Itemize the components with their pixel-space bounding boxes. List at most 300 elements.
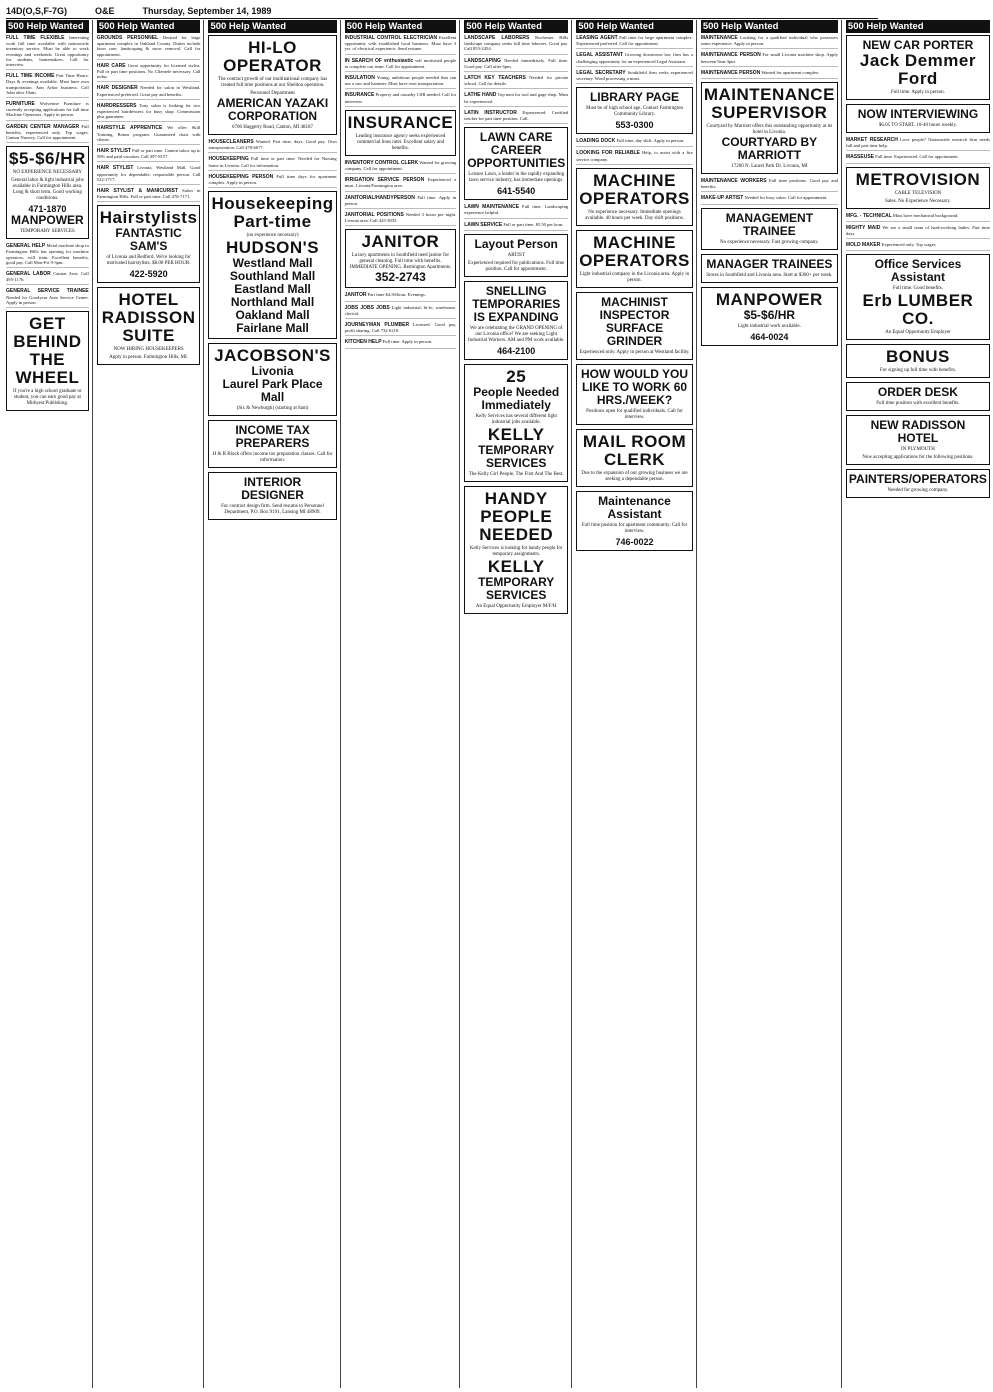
ad	[576, 35, 693, 49]
column-7	[701, 20, 842, 1388]
ad-text: Rochester Hills landscape company seeks full time laborers. Good pay. Call 853-2454.	[464, 35, 569, 52]
ad-title: MFG. - TECHNICAL	[845, 212, 892, 219]
ad	[846, 213, 990, 222]
ad-title: JANITOR	[344, 292, 367, 299]
display-ad-snelling	[464, 281, 568, 360]
display-ad-body: Positions open for qualified individuals. Call for interview.	[586, 408, 683, 420]
display-ad-manpower	[6, 146, 89, 239]
display-ad-hi-lo-operator	[208, 35, 336, 135]
ad-title: INSULATION	[344, 75, 375, 82]
ad-title: MAINTENANCE WORKERS	[700, 178, 767, 185]
ad-title: GENERAL HELP	[6, 243, 46, 250]
display-ad-body: Kelly Services has several different light industrial jobs available.	[475, 413, 557, 425]
display-ad-headline: JANITOR	[361, 232, 440, 252]
display-ad-maintenance-assistant	[576, 491, 693, 551]
ad	[345, 75, 457, 89]
ad	[345, 35, 457, 55]
display-ad-body: General labor & light industrial jobs available in Farmington Hills area. Long & short term. Good working conditions.	[11, 178, 84, 202]
ad	[701, 195, 838, 204]
display-ad-headline: MANAGEMENT TRAINEE	[725, 210, 814, 238]
ad-title: INDUSTRIAL CONTROL ELECTRICIAN	[344, 35, 438, 41]
ad-text: Needed immediately. Full time. Good pay. Call after 6pm.	[464, 57, 569, 69]
ad	[97, 125, 201, 145]
display-ad-now-interviewing	[846, 104, 990, 133]
display-ad-body: The contract growth of our multinational company has created full time positions at our Sheldon operation.	[217, 77, 328, 88]
display-ad-phone: 352-2743	[375, 270, 426, 285]
display-ad-sub: NOW HIRING HOUSEKEEPERS	[113, 347, 184, 353]
ad	[464, 222, 568, 231]
column-4	[345, 20, 461, 1388]
ad-title: LANDSCAPE LABORERS	[464, 35, 530, 41]
ad-text: Excellent opportunity with established local business. Must have 3 yrs. of electrical experience. Send resume.	[344, 35, 457, 52]
ad-text: Looking for a qualified individual who possesses some experience. Apply in person.	[700, 35, 838, 47]
ad-text: Licensed. Good pay, profit sharing. Call 732-6210.	[344, 322, 457, 334]
ad-title: HAIRDRESSERS	[96, 102, 137, 109]
ad	[97, 63, 201, 83]
ad	[6, 35, 89, 70]
display-ad-income-tax	[208, 420, 336, 468]
display-ad-headline: HOW WOULD YOU LIKE TO WORK 60 HRS./WEEK?	[580, 366, 689, 407]
ad-text: Canton Area. Call 495-1176.	[6, 271, 89, 283]
display-ad-phone: 464-0024	[750, 331, 789, 342]
display-ad-housekeeping	[208, 191, 336, 339]
display-ad-body: Full time. Apply in person.	[890, 90, 945, 95]
ad	[208, 139, 336, 153]
classified-columns	[6, 20, 990, 1388]
ad	[576, 52, 693, 66]
ad	[6, 124, 89, 144]
ad-title: MAINTENANCE PERSON	[700, 52, 761, 59]
display-ad-headline: SNELLING TEMPORARIES IS EXPANDING	[472, 283, 561, 324]
ad	[464, 204, 568, 218]
display-ad-machine-operators	[576, 168, 693, 226]
ad-title: HAIR STYLIST & MANICURIST	[96, 188, 178, 195]
display-ad-phone: 422-5920	[129, 269, 168, 280]
display-ad-brand: MANPOWER	[715, 289, 823, 309]
ad-title: KITCHEN HELP	[344, 339, 382, 346]
ad-title: GENERAL SERVICE TRAINEE	[6, 288, 89, 295]
display-ad-body: Needed for growing company.	[887, 488, 949, 494]
display-ad-phone: 471-1870	[28, 204, 67, 215]
ad-text: Livonia, Westland Mall. Good opportunity for dependable, responsible person. Call 522-1717.	[96, 165, 201, 182]
ad-title: LANDSCAPING	[464, 57, 501, 64]
display-ad-headline: MAIL ROOM CLERK	[582, 431, 687, 469]
ad-text: Salon in Farmington Hills. Full or part time. Call 476-7171.	[96, 188, 201, 200]
ad	[6, 288, 89, 308]
display-ad-brand-sub: TEMPORARY SERVICES	[19, 229, 75, 235]
display-ad-headline: HANDY PEOPLE NEEDED	[479, 488, 554, 544]
ad-text: Full time, day shift. Apply in person.	[616, 138, 685, 144]
display-ad-library-page	[576, 87, 693, 134]
display-ad-headline: MACHINIST INSPECTOR SURFACE GRINDER	[599, 294, 670, 348]
ad	[6, 243, 89, 268]
column-2	[97, 20, 205, 1388]
ad	[345, 160, 457, 174]
ad	[345, 292, 457, 301]
ad	[345, 92, 457, 106]
ad-text: Needed 3 hours per night. Livonia area. Call 425-3035.	[344, 212, 457, 224]
display-ad-radisson	[97, 287, 201, 365]
ad-text: We are a small team of hard-working ladies. Part time days.	[845, 224, 990, 237]
ad	[701, 35, 838, 49]
display-ad-manager-trainees	[701, 254, 838, 283]
ad	[6, 101, 89, 121]
ad-title: LEASING AGENT	[576, 35, 618, 41]
display-ad-mail-room	[576, 429, 693, 487]
display-ad-brand: MANPOWER	[11, 213, 84, 228]
ad-text: Property and casualty CSR needed. Call for interview.	[344, 92, 457, 104]
display-ad-headline: LIBRARY PAGE	[589, 90, 680, 105]
ad	[846, 225, 990, 239]
ad-text: Experienced a must. Livonia/Farmington area.	[344, 177, 457, 189]
ad-title: JOURNEYMAN PLUMBER	[344, 322, 410, 329]
display-ad-body: (no experience necessary)	[246, 233, 299, 239]
ad-title: FURNITURE	[6, 101, 35, 108]
ad-title: JANITORIAL/HANDYPERSON	[344, 194, 415, 201]
ad-title: MAINTENANCE PERSON	[700, 69, 761, 76]
ad	[576, 150, 693, 164]
ad	[97, 188, 201, 202]
ad-text: self motivated people to complete our team. Call for appointment.	[344, 57, 457, 69]
ad-text: Full time for large apartment complex. Experienced preferred. Call for appointment.	[576, 35, 693, 47]
ad	[208, 174, 336, 188]
ad	[6, 271, 89, 285]
ad	[345, 58, 457, 72]
ad-text: Metal machine shop in Farmington Hills has opening for machine operators, will train. Excellent benefits, good pay. Call Mon-Fri 9-3pm.	[6, 243, 89, 265]
display-ad-headline: BONUS	[885, 347, 950, 367]
display-ad-management-trainee	[701, 208, 838, 250]
ad	[345, 322, 457, 336]
ad-text: Needed for private school. Call for details.	[464, 75, 569, 87]
display-ad-body: For signing up full time with benefits.	[879, 368, 956, 374]
display-ad-headline: ORDER DESK	[877, 385, 958, 400]
display-ad-brand-sub: TEMPORARY SERVICES	[478, 574, 555, 602]
ad	[464, 110, 568, 124]
ad-text: We offer Skill Training, Bonus program, Guaranteed chair with clients.	[96, 125, 201, 142]
display-ad-body: $6.05 TO START. 10-40 hours weekly.	[878, 123, 957, 128]
display-ad-brand: FANTASTIC SAM'S	[115, 226, 182, 254]
display-ad-painters	[846, 469, 990, 498]
display-ad-body: Light industrial work available.	[737, 323, 801, 329]
column-5	[464, 20, 572, 1388]
ad-title: LAWN MAINTENANCE	[464, 204, 520, 211]
ad-text: Wanted. Part time, days. Good pay. Own transportation. Call 478-6677.	[208, 139, 337, 151]
display-ad-body: (Six & Newburgh) (starting at 8am)	[236, 406, 309, 412]
ad-title: HOUSEKEEPING	[208, 156, 249, 163]
ad-text: Full time positions. Good pay and benefits.	[700, 178, 838, 190]
ad	[345, 212, 457, 226]
ad	[6, 73, 89, 98]
display-ad-brand: KELLY	[487, 424, 545, 444]
display-ad-phone: 746-0022	[615, 536, 654, 547]
ad-text: Full benefits, experienced only. Top wages. Canton Nursery. Call for appointment.	[6, 123, 89, 141]
display-ad-brand: AMERICAN YAZAKI CORPORATION	[216, 96, 329, 123]
column-header: 500 Help Wanted	[464, 20, 568, 33]
ad-text: Experienced only. Top wages.	[881, 242, 937, 248]
ad-text: Needed for Goodyear Auto Service Center. Apply in person.	[6, 294, 89, 305]
display-ad-headline: LAWN CARE CAREER OPPORTUNITIES	[467, 130, 566, 171]
display-ad-metrovision	[846, 167, 990, 209]
display-ad-manpower-2	[701, 287, 838, 346]
column-header: 500 Help Wanted	[345, 20, 457, 33]
display-ad-body: Kelly Services is looking for handy people for temporary assignments.	[469, 545, 563, 557]
ad-text: Full time. Apply in person.	[344, 194, 457, 206]
display-ad-headline: HOTEL RADISSON SUITE	[101, 290, 196, 346]
ad-title: MAINTENANCE	[700, 35, 738, 41]
ad-text: Part time $4.50/hour. Evenings.	[367, 292, 426, 298]
ad-text: Full time days for apartment complex. Apply in person.	[208, 173, 337, 186]
ad-text: Young, ambitious people needed that can use a saw and hammer. Must have own transportation.	[344, 75, 457, 87]
ad-text: Desired for large apartment complex in Oakland County. Duties include lawn care, landscaping & snow removal. Call for appointment.	[96, 35, 201, 57]
ad	[97, 148, 201, 162]
column-header: 500 Help Wanted	[97, 20, 201, 33]
column-3	[208, 20, 340, 1388]
ad-title: MARKET RESEARCH	[845, 137, 898, 143]
ad	[701, 70, 838, 79]
ad	[345, 177, 457, 191]
ad-text: Tony salon is looking for two experienced hairdressers for busy shop. Commission plus guarantee.	[96, 102, 201, 120]
display-ad-janitor	[345, 229, 457, 288]
display-ad-new-radisson	[846, 415, 990, 465]
ad-title: LOADING DOCK	[576, 138, 616, 145]
display-ad-body: Courtyard by Marriott offers this outstanding opportunity at its hotel in Livonia.	[706, 124, 833, 136]
column-header: 500 Help Wanted	[846, 20, 990, 33]
ad-text: Needed for busy salon. Call for appointment.	[744, 195, 828, 201]
display-ad-headline: MAINTENANCE SUPERVISOR	[703, 85, 835, 123]
display-ad-phone: 464-2100	[497, 345, 536, 356]
ad-text: Experienced. Certified teacher for part time position. Call.	[464, 109, 569, 122]
display-ad-body: Apply in person. Farmington Hills, MI.	[109, 355, 189, 361]
ad-title: LATHE HAND	[464, 92, 497, 99]
ad-title: FULL TIME INCOME	[6, 73, 55, 80]
display-ad-body: Leading insurance agency seeks experienced commercial lines rater. Excellent salary and benefits.	[355, 133, 446, 151]
display-ad-brand-sub: TEMPORARY SERVICES	[478, 442, 555, 470]
display-ad-tagline: The Kelly Girl People, The First And The Best.	[468, 471, 564, 477]
column-header: 500 Help Wanted	[576, 20, 693, 33]
ad	[345, 339, 457, 348]
ad-text: Southfield firm seeks experienced secretary. Word processing a must.	[576, 69, 693, 82]
display-ad-tagline: An Equal Opportunity Employer	[885, 330, 951, 336]
display-ad-sub: IN PLYMOUTH	[901, 447, 935, 453]
display-ad-brand: COURTYARD BY MARRIOTT	[721, 135, 818, 163]
ad	[701, 52, 838, 66]
display-ad-25-people	[464, 364, 568, 482]
display-ad-office-services	[846, 254, 990, 340]
display-ad-machine-operators-2	[576, 230, 693, 288]
ad-text: Interesting work full time available with nationwide inventory service. Must be able to work evenings and weekends. Great opportunity for students, homemakers. Call for interview.	[6, 35, 89, 68]
ad-text: Full time. Apply in person.	[382, 339, 433, 345]
display-ad-number: 25	[506, 366, 527, 386]
store-location: Southland Mall	[229, 269, 316, 284]
ad	[464, 58, 568, 72]
display-ad-address: 6700 Haggerty Road, Canton, MI 48187	[232, 125, 314, 130]
display-ad-phone: 641-5540	[497, 186, 536, 197]
display-ad-body: H & R Block offers income tax preparation classes. Call for information.	[212, 452, 333, 464]
section-name: O&E	[95, 6, 115, 16]
display-ad-bonus	[846, 344, 990, 378]
ad-text: Growing downtown law firm has a challenging opportunity for an experienced Legal Assistant.	[576, 52, 693, 64]
display-ad-headline: $5-$6/HR	[9, 149, 86, 169]
column-header: 500 Help Wanted	[6, 20, 89, 33]
ad-title: MAKE-UP ARTIST	[700, 195, 744, 202]
display-ad-headline: MANAGER TRAINEES	[706, 256, 833, 271]
display-ad-headline: NOW INTERVIEWING	[857, 107, 979, 121]
display-ad-layout-person	[464, 234, 568, 277]
ad-title: HOUSECLEANERS	[208, 139, 254, 145]
display-ad-body: Experienced only. Apply in person at Westland facility.	[579, 349, 690, 355]
store-location: Fairlane Mall	[236, 321, 309, 336]
display-ad-new-car-porter	[846, 35, 990, 100]
ad-title: INVENTORY CONTROL CLERK	[344, 159, 419, 166]
store-location: Northland Mall	[230, 295, 315, 310]
ad-text: Needed for salon in Westland. Experienced preferred. Great pay and benefits.	[96, 85, 201, 97]
display-ad-sub: ARTIST	[507, 252, 525, 258]
display-ad-body: Stores in Southfield and Livonia area. Start at $300+ per week.	[706, 272, 833, 278]
display-ad-headline: GET BEHIND THE WHEEL	[13, 314, 82, 388]
display-ad-headline: INCOME TAX PREPARERS	[235, 423, 310, 451]
display-ad-lawn-care	[464, 127, 568, 200]
display-ad-body: Sales. No Experience Necessary.	[885, 198, 951, 204]
ad-text: Full or part time. $5.50 per hour.	[503, 221, 564, 227]
ad-title: GENERAL LABOR	[6, 271, 51, 278]
ad-text: Part Time Hours. Days & evenings available. Must have own transportation. Ann Arbor business. Call John after 10am.	[6, 73, 89, 95]
ad-title: IRRIGATION SERVICE PERSON	[344, 177, 425, 184]
display-ad-maintenance-supervisor	[701, 82, 838, 174]
column-8	[846, 20, 993, 1388]
ad	[576, 70, 693, 84]
display-ad-headline: Hairstylists	[99, 208, 198, 228]
store-location: Westland Mall	[232, 256, 313, 271]
ad-title: HAIR STYLIST	[96, 148, 131, 155]
display-ad-body: Must be of high school age. Contact Farmington Community Library.	[586, 106, 683, 118]
display-ad-headline: PAINTERS/OPERATORS	[848, 472, 987, 487]
display-ad-body: For contract design firm. Send resume to Personnel Department, P.O. Box 9191, Lansing MI 48909.	[221, 504, 324, 516]
display-ad-sub: NO EXPERIENCE NECESSARY	[12, 170, 82, 176]
display-ad-sub: Personnel Department	[250, 91, 295, 96]
ad-title: HAIR CARE	[96, 62, 126, 69]
ad-title: JANITORIAL POSITIONS	[344, 212, 404, 219]
display-ad-body: No experience necessary. Immediate openings available. 40 hours per week. Day shift positions.	[585, 209, 684, 221]
ad-title: IN SEARCH OF enthusiastic	[344, 57, 414, 64]
display-ad-handy-people	[464, 486, 568, 614]
ad-title: MIGHTY MAID	[845, 224, 881, 231]
display-ad-headline: MACHINE OPERATORS	[579, 170, 690, 208]
display-ad-sub: CABLE TELEVISION	[894, 190, 942, 196]
display-ad-body: Luxury apartments in Southfield need janitor for general cleaning. Full time with benefits. IMMEDIATE OPENING. Remington Apartments.	[349, 253, 452, 271]
page-masthead	[6, 4, 878, 19]
display-ad-body: We are celebrating the GRAND OPENING of our Livonia office! We are seeking Light Industrial Workers. AM and PM work available.	[467, 325, 565, 343]
ad-text: Help, to assist with a fire service company.	[576, 150, 693, 162]
ad-text: Full time. Landscaping experience helpful.	[464, 204, 569, 216]
ad-title: LEGAL ASSISTANT	[576, 52, 623, 59]
issue-date: Thursday, September 14, 1989	[142, 6, 272, 16]
display-ad-hairstylists	[97, 205, 201, 283]
ad-title: HAIR DESIGNER	[96, 85, 138, 92]
display-ad-body: Due to the expansion of our growing business we are seeking a dependable person.	[581, 470, 688, 482]
ad-title: GROUNDS PERSONNEL	[96, 35, 159, 41]
display-ad-headline: HI-LO OPERATOR	[223, 38, 322, 75]
store-location: Eastland Mall	[234, 282, 311, 297]
ad-title: INSURANCE	[344, 92, 375, 99]
ad	[846, 242, 990, 251]
display-ad-order-desk	[846, 382, 990, 411]
display-ad-body: Full time. Good benefits.	[892, 286, 943, 292]
display-ad-headline: INSURANCE	[347, 112, 454, 132]
ad	[846, 154, 990, 163]
store-location: Oakland Mall	[235, 308, 310, 323]
ad	[464, 35, 568, 55]
display-ad-body: No experience necessary. Fast growing company.	[720, 239, 819, 245]
ad	[208, 156, 336, 170]
column-6	[576, 20, 697, 1388]
ad-title: JOBS JOBS JOBS	[344, 304, 390, 311]
display-ad-phone: 553-0300	[615, 120, 654, 131]
display-ad-tagline: An Equal Opportunity Employer M/F/H	[475, 603, 557, 609]
display-ad-interior-designer	[208, 472, 336, 520]
ad	[97, 85, 201, 99]
display-ad-body: Leisure Lawn, a leader in the rapidly expanding lawn service industry, has immediate openings.	[468, 172, 565, 184]
ad-text: Love people? Nationwide research firm needs full and part time help.	[845, 137, 990, 149]
ad-text: Great opportunity for licensed stylist. Full or part time positions. No Clientele necessary. Call today.	[96, 62, 201, 80]
ad	[97, 103, 201, 123]
store-location: Laurel Park Place Mall	[222, 377, 323, 405]
display-ad-body: Experienced required for publications. Full time position. Call for appointment.	[468, 260, 565, 272]
store-location: Livonia	[251, 364, 294, 379]
ad	[846, 137, 990, 151]
ad-title: HAIR STYLIST	[96, 165, 134, 172]
display-ad-brand: JACOBSON'S	[214, 346, 331, 366]
ad-title: LEGAL SECRETARY	[576, 69, 626, 76]
ad-title: LATCH KEY TEACHERS	[464, 75, 526, 82]
ad	[97, 35, 201, 60]
display-ad-brand: KELLY	[487, 556, 545, 576]
display-ad-body: If you're a high school graduate or student, you can earn good pay at Midwest Publishing.	[13, 389, 82, 407]
ad-title: FULL TIME FLEXIBLE	[6, 35, 65, 41]
ad-title: LOOKING FOR RELIABLE	[576, 150, 640, 157]
ad-text: Full time or part time. Needed for Nursing home in Livonia. Call for information.	[208, 156, 337, 168]
display-ad-body: Full time position for apartment community. Call for interview.	[581, 522, 688, 534]
ad	[97, 165, 201, 185]
ad	[464, 75, 568, 89]
column-header: 500 Help Wanted	[701, 20, 838, 33]
display-ad-headline: Office Services Assistant	[874, 257, 962, 285]
ad-title: LAWN SERVICE	[464, 221, 503, 228]
ad	[345, 195, 457, 209]
ad-text: Wanted for apartment complex.	[761, 69, 820, 75]
display-ad-machinist	[576, 292, 693, 360]
display-ad-headline: Housekeeping Part-time	[211, 194, 334, 232]
column-header: 500 Help Wanted	[208, 20, 336, 33]
display-ad-body: Light industrial company in the Livonia area. Apply in person.	[579, 271, 690, 283]
display-ad-headline: MACHINE OPERATORS	[579, 232, 690, 270]
display-ad-headline: People Needed Immediately	[473, 384, 560, 412]
display-ad-body: Now accepting applications for the following positions.	[862, 455, 974, 461]
display-ad-insurance	[345, 110, 457, 156]
display-ad-jacobsons	[208, 343, 336, 416]
ad	[701, 178, 838, 192]
ad	[576, 138, 693, 147]
display-ad-address: 17200 N. Laurel Park Dr. Livonia, MI	[731, 164, 808, 170]
ad-text: Full or part time. Canton salon, up to 50% and paid vacation. Call 397-8157.	[96, 148, 201, 160]
ad-text: Wolverine Furniture is currently accepting applications for full time Machine Operators. Apply in person.	[6, 101, 89, 118]
ad-text: Wanted for growing company. Call for appointment.	[344, 159, 457, 172]
display-ad-get-behind-wheel	[6, 311, 89, 411]
ad-title: HAIRSTYLE APPRENTICE	[96, 125, 163, 132]
ad	[464, 92, 568, 106]
ad-title: MASSEUSE	[845, 154, 874, 161]
display-ad-body: of Livonia and Redford. We're looking for motivated hairstylists. $8.00 PER HOUR.	[106, 255, 191, 267]
ad-text: Full time. Experienced. Call for appointment.	[875, 154, 959, 160]
